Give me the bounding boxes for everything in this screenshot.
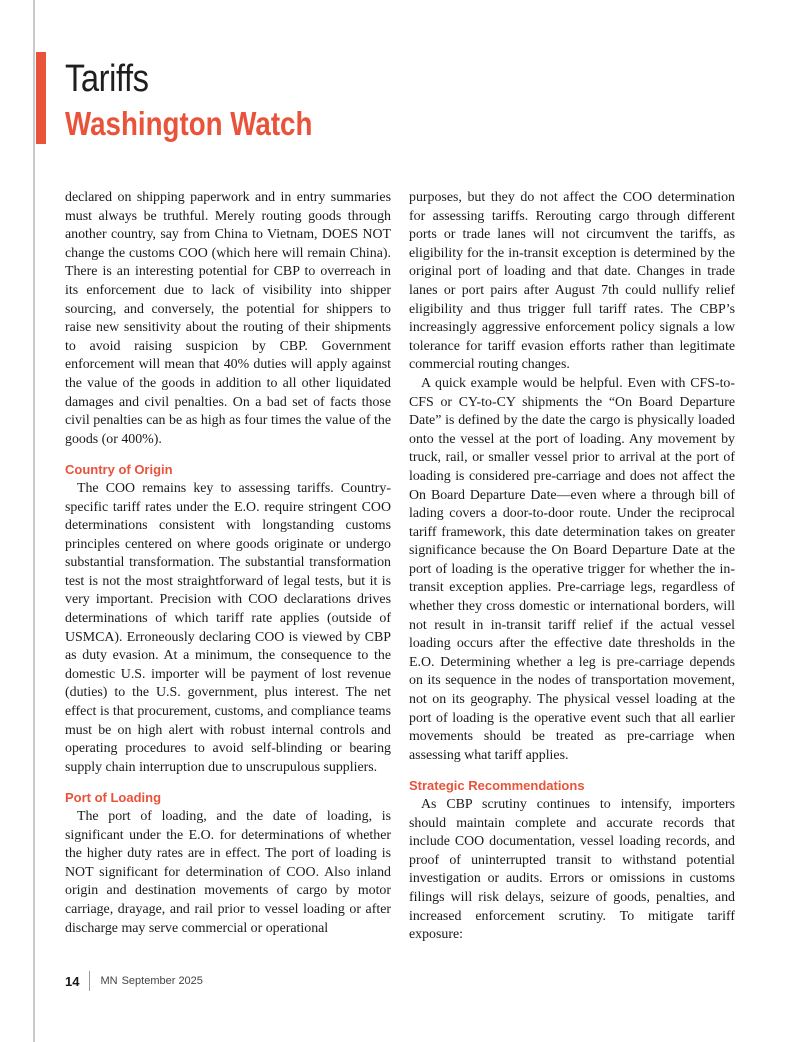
article-column-left: [65, 189, 391, 938]
article-column-right: [409, 189, 735, 945]
paragraph-example: A quick example would be helpful. Even with CFS-to-CFS or CY-to-CY shipments the “On Board Departure Date” is defined by the date the cargo is physically loaded onto the vessel at the port of loading. Any movement by truck, rail, or smaller vessel prior to arrival at the port of loading is considered pre-carriage and does not affect the On Board Departure Date—even where a through bill of lading covers a door-to-door route. Under the reciprocal tariff framework, this date determination takes on greater significance because the On Board Departure Date at the port of loading is the operative trigger for whether the in-transit exception applies. Pre-carriage legs, regardless of whether they cross domestic or international borders, will not result in in-transit tariff relief if the actual vessel loading occurs after the effective date thresholds in the E.O. Determining whether a leg is pre-carriage depends on its sequence in the nodes of transportation movement, not on its geography. The physical vessel loading at the port of loading is the operative event such that all earlier movements should be treated as pre-carriage when assessing what tariff applies.: [409, 375, 735, 763]
paragraph-recommendations: As CBP scrutiny continues to intensify, importers should maintain complete and accurate records that include COO documentation, vessel loading records, and proof of uninterrupted transit to withstand potential investigation or audits. Errors or omissions in customs filings will risk delays, seizure of goods, penalties, and increased enforcement scrutiny. To mitigate tariff exposure:: [409, 797, 735, 943]
paragraph-country-of-origin: The COO remains key to assessing tariffs. Country-specific tariff rates under the E.O. require stringent COO determinations consistent with longstanding customs principles centered on where goods originate or undergo substantial transformation. The substantial transformation test is not the most straightforward of legal tests, but it is very important. Precision with COO declarations drives determinations of which tariff rate applies (outside of USMCA). Erroneously declaring COO is viewed by CBP as duty evasion. At a minimum, the consequence to the domestic U.S. importer will be payment of lost revenue (duties) to the U.S. government, plus interest. The net effect is that procurement, customs, and compliance teams must be on high alert with robust internal controls and operating procedures to avoid self-blinding or bearing supply chain interruption due to unscrupulous suppliers.: [65, 480, 391, 775]
issue-date: September 2025: [121, 975, 203, 987]
subheading-port-of-loading: Port of Loading: [65, 790, 162, 806]
section-title: Tariffs: [65, 58, 149, 100]
paragraph-port-of-loading: The port of loading, and the date of loading, is significant under the E.O. for determinations of whether the higher duty rates are in effect. The port of loading is NOT significant for determination of COO. Also inland origin and destination movements of cargo by motor carriage, drayage, and rail prior to vessel loading or after discharge may serve commercial or operational: [65, 809, 391, 936]
subheading-country-of-origin: Country of Origin: [65, 462, 173, 478]
section-color-tab: [36, 52, 46, 144]
page-number: 14: [65, 973, 80, 989]
paragraph-continued-right: purposes, but they do not affect the COO determination for assessing tariffs. Rerouting cargo through different ports or trade lanes will not circumvent the tariffs, as eligibility for the in-transit exception is determined by the original port of loading and that date. Changes in trade lanes or port pairs after August 7th could nullify relief eligibility and thus trigger full tariff rates. The CBP’s increasingly aggressive enforcement policy signals a low tolerance for tariff evasion efforts rather than legitimate commercial routing changes.: [409, 190, 735, 373]
page-spine-rule: [33, 0, 35, 1042]
column-title: Washington Watch: [65, 105, 313, 142]
subheading-strategic-recommendations: Strategic Recommendations: [409, 778, 585, 794]
publication-name: MN: [100, 975, 118, 987]
paragraph-continued: declared on shipping paperwork and in entry summaries must always be truthful. Merely routing goods through another country, say from China to Vietnam, DOES NOT change the customs COO (which here will remain China). There is an interesting potential for CBP to overreach in its enforcement due to lack of visibility into shipper sourcing, and conversely, the potential for shippers to raise new sensitivity about the routing of their shipments to avoid raising suspicion by CBP. Government enforcement will mean that 40% duties will apply against the value of the goods in addition to all other liquidated damages and civil penalties. On a bad set of facts those civil penalties can be as high as four times the value of the goods (or 400%).: [65, 190, 391, 447]
page-footer: [65, 969, 203, 993]
footer-divider: [89, 971, 90, 991]
